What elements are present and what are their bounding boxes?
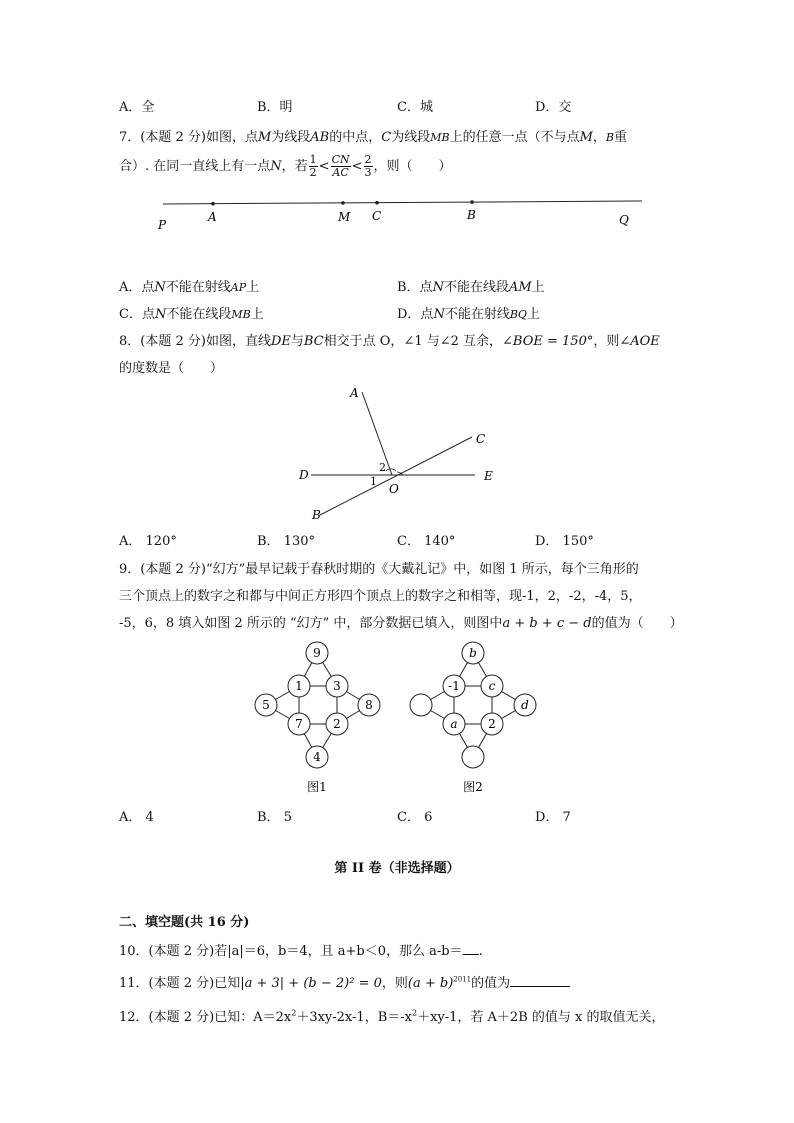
q9-option-d: D． 7: [535, 810, 571, 825]
label-angle-1: 1: [370, 475, 377, 488]
q7-text: ，则（ ）: [373, 159, 452, 174]
magic-square-figure-2: [405, 638, 545, 800]
q9-line2: 三个顶点上的数字之和都与中间正方形四个顶点上的数字之和相等，现-1，2，-2，-4，5，: [119, 589, 642, 604]
q11-answer-blank: [510, 974, 570, 987]
ray-oa: [362, 392, 392, 475]
fig2-value-tr: c: [488, 679, 496, 693]
q8-option-b: B． 130°: [257, 534, 315, 549]
q7-line: [163, 201, 642, 204]
q11: 11．(本题 2 分)已知|a + 3| + (b − 2)² = 0，则$(a + b)^{2011}$的值为: [119, 972, 570, 991]
line-bc: [320, 437, 472, 515]
label-a: A: [350, 386, 359, 400]
q7-var-mb: MB: [430, 131, 450, 144]
q8-angle-figure: [290, 380, 510, 525]
q7-option-a: A．点N不能在射线AP上: [119, 280, 260, 295]
q7-var-ab: AB: [310, 130, 330, 145]
q7-var-m2: M: [579, 130, 593, 145]
q6-option-c: C．城: [397, 100, 433, 115]
q9-option-b: B． 5: [257, 810, 292, 825]
label-d: D: [299, 468, 309, 482]
q9-line1: 9．(本题 2 分)“幻方”最早记载于春秋时期的《大戴礼记》中，如图 1 所示，每个三角形的: [119, 562, 639, 577]
fig2-caption: 图2: [463, 780, 483, 794]
q10: 10．(本题 2 分)若|a|＝6，b＝4，且 a+b＜0，那么 a-b＝ .: [119, 944, 483, 959]
label-a: A: [208, 210, 217, 224]
q6-option-d: D．交: [535, 100, 572, 115]
label-b: B: [467, 208, 476, 222]
section-two-title: 二、填空题(共 16 分): [119, 915, 250, 930]
fig1-value-top: 9: [313, 646, 321, 660]
fig2-value-top: b: [469, 646, 477, 660]
fig1-caption: 图1: [307, 780, 327, 794]
q6-option-a: A．全: [119, 100, 155, 115]
q10-answer-blank: [463, 943, 479, 955]
q8-line1: 8．(本题 2 分)如图，直线DE与BC相交于点 O，∠1 与∠2 互余，∠BOE = 150°，则∠AOE: [119, 334, 660, 349]
q7-option-d: D．点N不能在射线BQ上: [397, 307, 540, 322]
q9-line3: -5，6，8 填入如图 2 所示的 “幻方” 中，部分数据已填入，则图中a + b + c − d的值为（ ）: [119, 616, 683, 631]
angle-arc: [386, 469, 396, 471]
q12: 12．(本题 2 分)已知：$A=2x^2+3xy-2x-1$，$B=-x^2+xy-1$，若 A＋2B 的值与 x 的取值无关，: [119, 1008, 665, 1025]
q7-line-figure: [150, 190, 650, 235]
q7-option-c: C．点N不能在线段MB上: [119, 307, 264, 322]
fig1-value-left: 5: [262, 698, 270, 712]
point-c: [375, 201, 379, 205]
fig2-node-bottom: [462, 746, 484, 768]
q6-option-b: B．明: [257, 100, 293, 115]
q7-var-n: N: [270, 159, 282, 174]
q7-text: 的中点，: [329, 130, 382, 145]
q7-option-b: B．点N不能在线段AM上: [397, 280, 545, 295]
magic-square-figure-1: [250, 638, 390, 800]
q7-frac-cn-ac: $\frac{CN}{AC}$: [331, 153, 350, 179]
point-a: [211, 202, 215, 206]
q8-option-a: A． 120°: [119, 534, 177, 549]
q8-option-d: D． 150°: [535, 534, 594, 549]
q7-frac-two-thirds: $\frac{2}{3}$: [364, 153, 372, 179]
label-c: C: [476, 432, 486, 446]
label-angle-2: 2: [379, 461, 386, 474]
q7-text: 为线段: [271, 130, 311, 145]
q8-option-c: C． 140°: [397, 534, 456, 549]
q7-line1: [119, 126, 627, 145]
fig2-value-br: 2: [488, 717, 496, 731]
label-p: P: [158, 218, 167, 232]
label-e: E: [484, 469, 493, 483]
label-m: M: [338, 210, 351, 224]
q7-frac-half: $\frac{1}{2}$: [309, 153, 317, 179]
fig1-value-tr: 3: [333, 679, 341, 693]
q7-var-m: M: [257, 130, 272, 145]
q7-text: ，: [592, 130, 606, 145]
fig1-value-right: 8: [365, 698, 373, 712]
label-o: O: [389, 482, 399, 496]
q8-line2: 的度数是（ ）: [119, 361, 224, 376]
fig2-value-tl: -1: [448, 679, 460, 693]
part-two-title: 第 II 卷（非选择题）: [334, 861, 460, 876]
fig1-value-tl: 1: [295, 679, 303, 693]
point-b: [470, 200, 474, 204]
q7-text: 合）. 在同一直线上有一点: [119, 159, 271, 174]
q7-line2: [119, 152, 452, 182]
q7-text: 上的任意一点（不与点: [449, 130, 580, 145]
q7-var-b: B: [605, 131, 615, 144]
fig2-value-right: d: [521, 698, 529, 712]
label-q: Q: [619, 213, 629, 227]
q7-text: 7．(本题 2 分)如图，点: [119, 130, 258, 145]
fig1-value-br: 2: [333, 717, 341, 731]
q7-lt: <: [318, 159, 330, 174]
q7-text: ，若: [281, 159, 308, 174]
q7-text: 为线段: [391, 130, 431, 145]
q9-option-a: A． 4: [119, 810, 154, 825]
fig1-value-bl: 7: [295, 717, 303, 731]
q7-lt: <: [351, 159, 363, 174]
q9-option-c: C． 6: [397, 810, 433, 825]
label-b: B: [312, 508, 321, 522]
label-c: C: [372, 209, 382, 223]
fig1-value-bottom: 4: [313, 750, 321, 764]
q7-text: 重: [614, 130, 628, 145]
point-m: [341, 201, 345, 205]
q7-var-c: C: [381, 130, 392, 145]
fig2-node-left: [410, 694, 432, 716]
fig2-value-bl: a: [450, 717, 458, 731]
